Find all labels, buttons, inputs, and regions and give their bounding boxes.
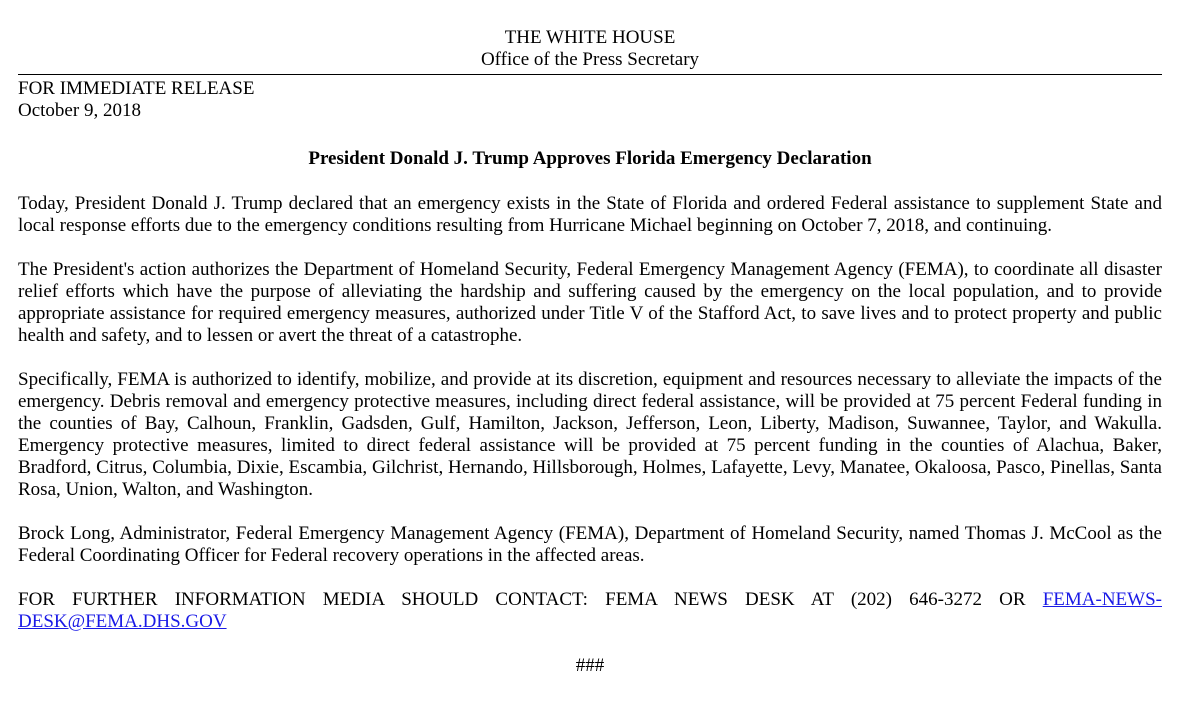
press-release-document <box>18 0 1162 710</box>
paragraph-funding: Specifically, FEMA is authorized to identify, mobilize, and provide at its discretion, equipment and resources necessary to alleviate the impacts of the emergency. Debris removal and emergency protective measures, including direct federal assistance, will be provided at 75 percent Federal funding in the counties of Bay, Calhoun, Franklin, Gadsden, Gulf, Hamilton, Jackson, Jefferson, Leon, Liberty, Madison, Suwannee, Taylor, and Wakulla. Emergency protective measures, limited to direct federal assistance will be provided at 75 percent funding in the counties of Alachua, Baker, Bradford, Citrus, Columbia, Dixie, Escambia, Gilchrist, Hernando, Hillsborough, Holmes, Lafayette, Levy, Manatee, Okaloosa, Pasco, Pinellas, Santa Rosa, Union, Walton, and Washington. <box>18 369 1162 500</box>
org-name: THE WHITE HOUSE <box>504 27 676 48</box>
contact-info <box>18 589 1162 633</box>
contact-text: FOR FURTHER INFORMATION MEDIA SHOULD CONTACT: FEMA NEWS DESK AT (202) 646-3272 OR <box>18 589 1043 610</box>
paragraph-declaration: Today, President Donald J. Trump declared that an emergency exists in the State of Florida and ordered Federal assistance to supplement State and local response efforts due to the emergency conditions resulting from Hurricane Michael beginning on October 7, 2018, and continuing. <box>18 193 1162 236</box>
paragraph-authorization: The President's action authorizes the Department of Homeland Security, Federal Emergency Management Agency (FEMA), to coordinate all disaster relief efforts which have the purpose of alleviating the hardship and suffering caused by the emergency on the local population, and to provide appropriate assistance for required emergency measures, authorized under Title V of the Stafford Act, to save lives and to protect property and public health and safety, and to lessen or avert the threat of a catastrophe. <box>18 259 1162 346</box>
contact-email-link[interactable]: FEMA-NEWS-DESK@FEMA.DHS.GOV <box>18 589 1162 632</box>
paragraph-officer: Brock Long, Administrator, Federal Emergency Management Agency (FEMA), Department of Homeland Security, named Thomas J. McCool as the Federal Coordinating Officer for Federal recovery operations in the affected areas. <box>18 523 1162 566</box>
release-info <box>18 78 1162 122</box>
page-title: President Donald J. Trump Approves Florida Emergency Declaration <box>308 148 872 169</box>
letterhead <box>18 0 1162 71</box>
end-mark: ### <box>575 655 605 676</box>
header-divider <box>18 74 1162 75</box>
release-label: FOR IMMEDIATE RELEASE <box>18 78 255 99</box>
office-name: Office of the Press Secretary <box>480 49 700 70</box>
release-date: October 9, 2018 <box>18 100 141 121</box>
